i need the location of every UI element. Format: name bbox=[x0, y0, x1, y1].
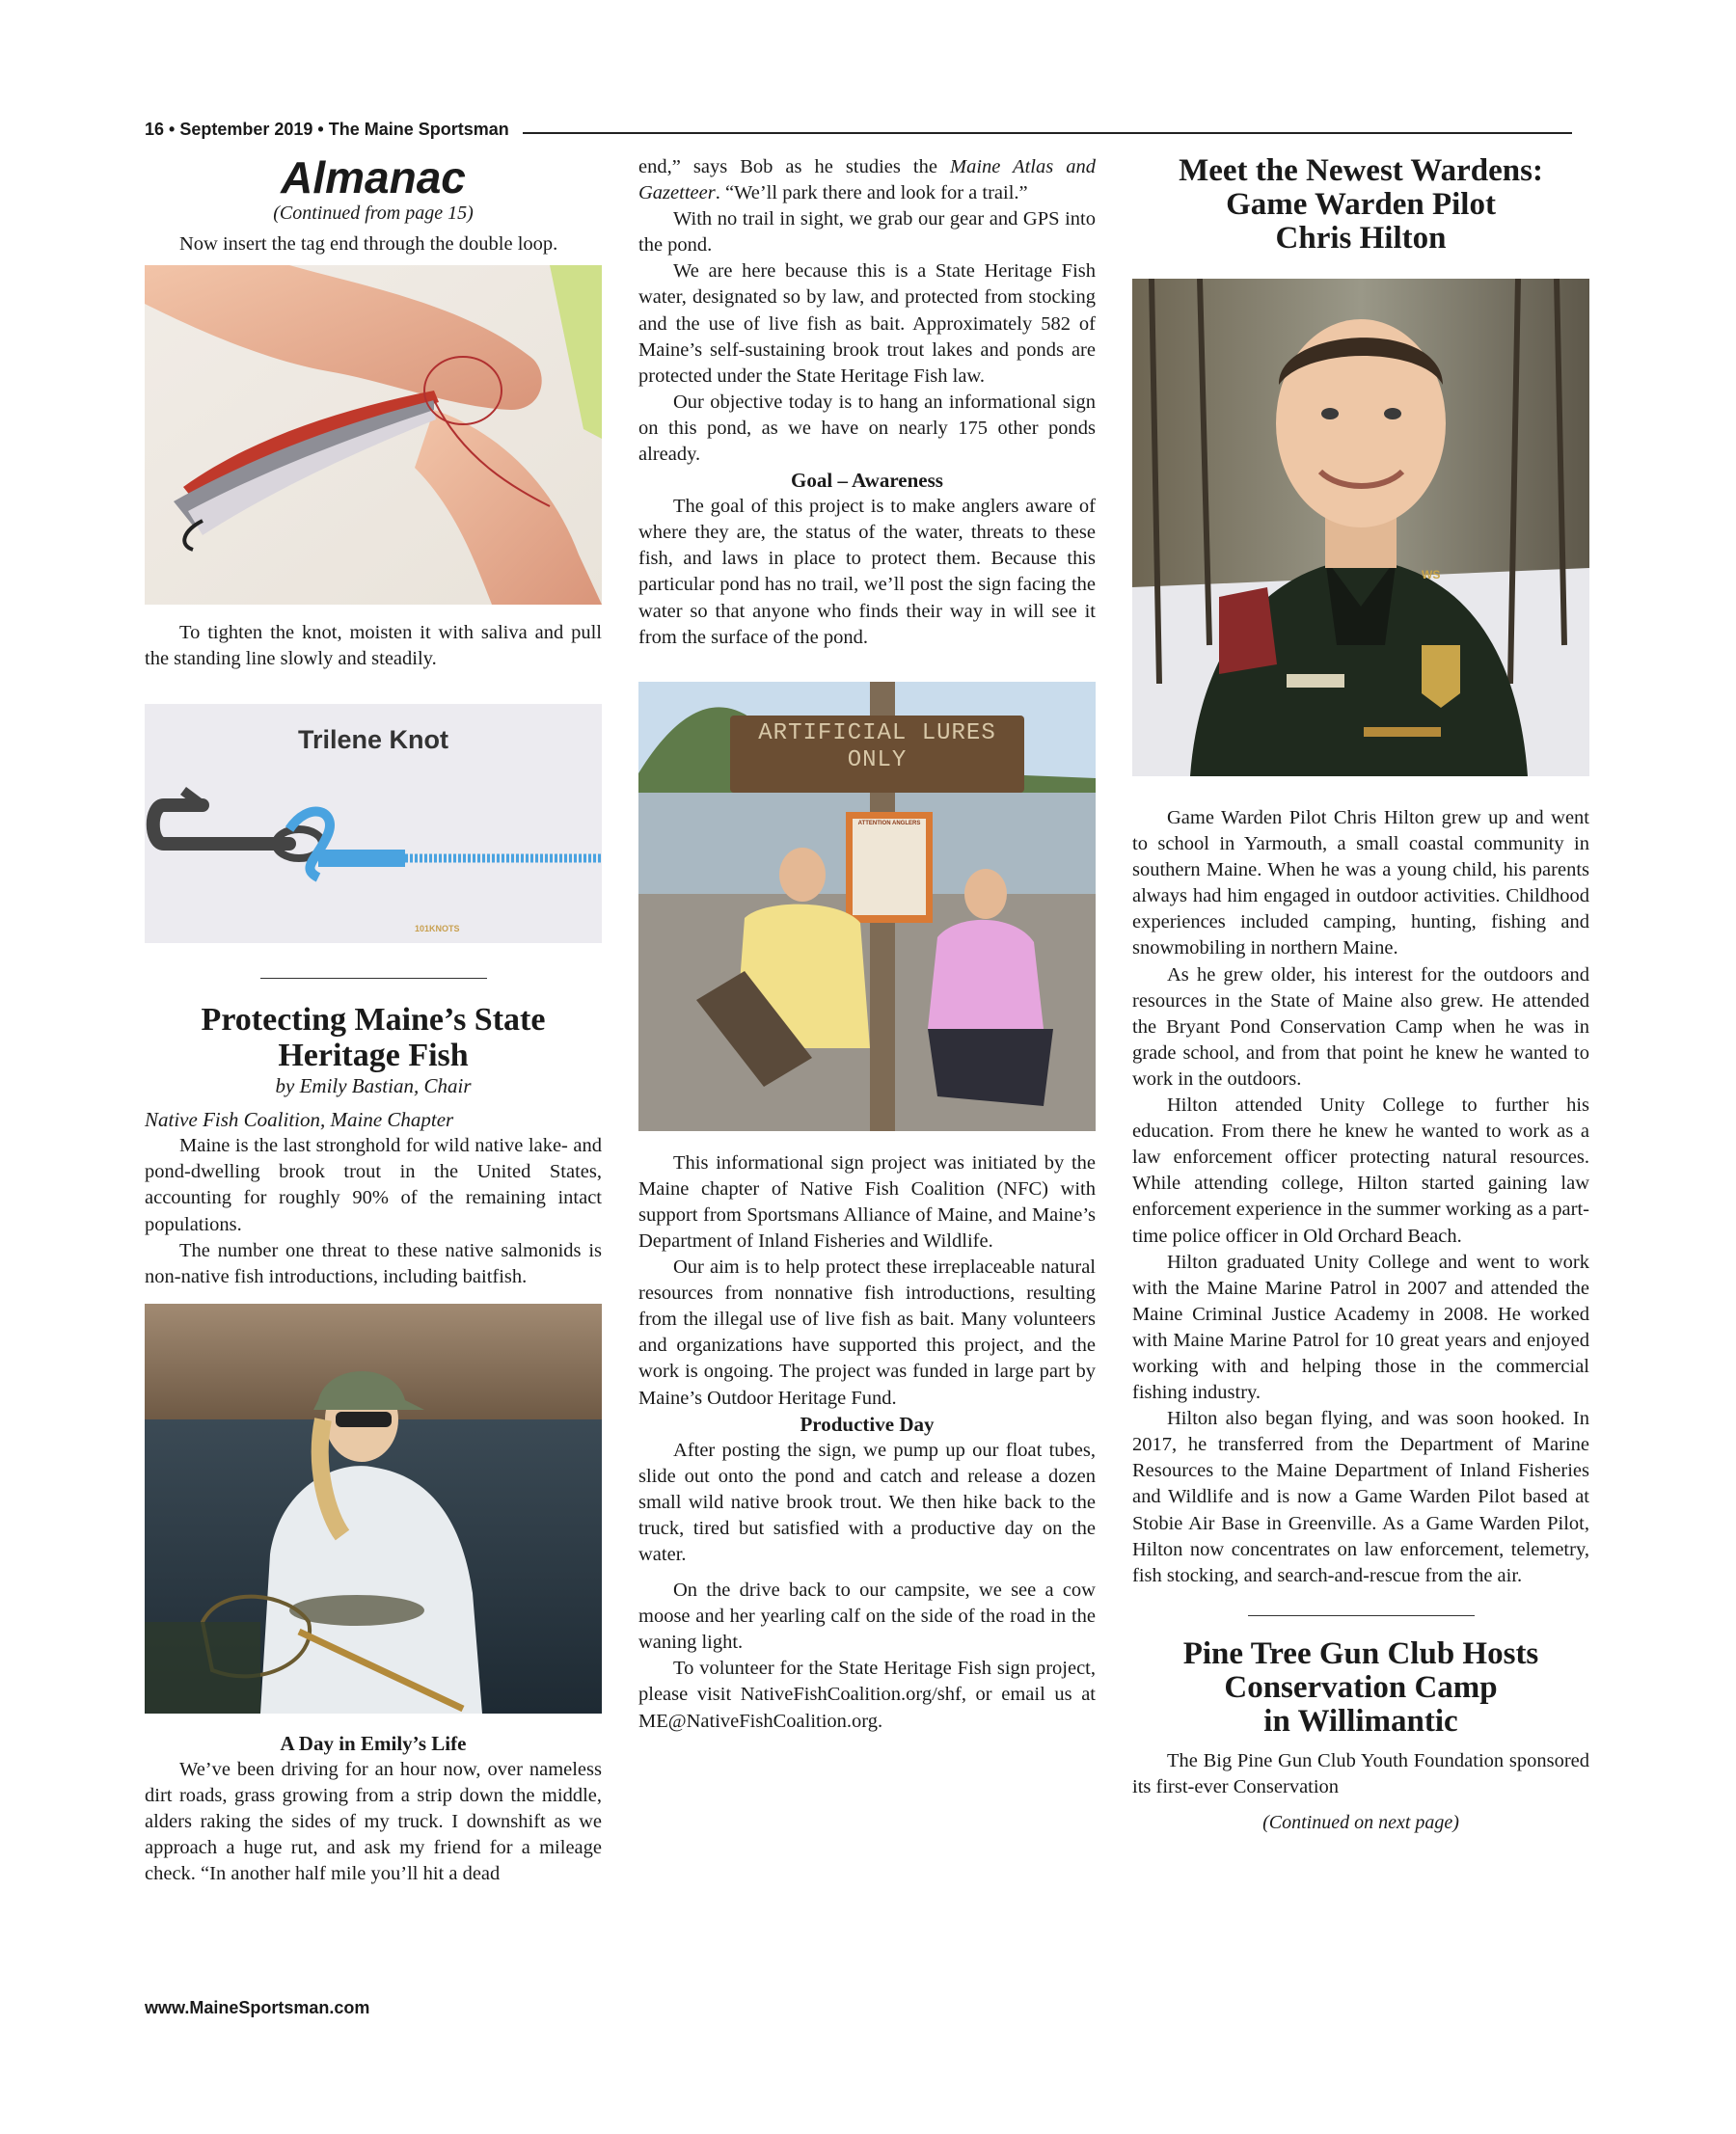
paragraph: After posting the sign, we pump up our float tubes, slide out onto the pond and catch and release a dozen small wild native brook trout. We then hike back to the truck, tired but satisfied with a productive day on the water. bbox=[638, 1439, 1096, 1565]
article-title-line: Game Warden Pilot bbox=[1226, 187, 1496, 222]
text-run: . “We’ll park there and look for a trail.” bbox=[715, 182, 1028, 204]
author-organization: Native Fish Coalition, Maine Chapter bbox=[145, 1108, 454, 1132]
paragraph: Hilton also began flying, and was soon hooked. In 2017, he transferred from the Department of Marine Resources to the Maine Department of Inland Fisheries and Wildlife and is now a Game Warden Pilot based at Stobie Air Base in Greenville. As a Game Warden Pilot, Hilton now concentrates on law enforcement, telemetry, fish stocking, and search-and-rescue from the air. bbox=[1132, 1408, 1589, 1586]
header-text: 16 • September 2019 • The Maine Sportsman bbox=[145, 120, 523, 140]
warden-portrait-illustration bbox=[1132, 279, 1589, 776]
section-title: Almanac bbox=[281, 152, 466, 203]
paragraph: The Big Pine Gun Club Youth Foundation sponsored its first-ever Conservation bbox=[1132, 1749, 1589, 1797]
diagram-title: Trilene Knot bbox=[297, 725, 448, 755]
collar-insignia: WS bbox=[1422, 568, 1441, 581]
paragraph: Hilton graduated Unity College and went to work with the Maine Marine Patrol in 2007 and attended the Maine Criminal Justice Academy in 2008. He worked with Maine Marine Patrol for 10 great years and enjoyed working with and helping those in the commercial fishing industry. bbox=[1132, 1251, 1589, 1404]
subheading: A Day in Emily’s Life bbox=[280, 1731, 467, 1755]
book-title: Maine Atlas and Gazetteer bbox=[638, 156, 1096, 204]
footer-url: www.MaineSportsman.com bbox=[145, 1998, 370, 2017]
poster-heading: ATTENTION ANGLERS bbox=[857, 820, 921, 826]
article-title bbox=[1132, 1637, 1589, 1739]
sign-line: ONLY bbox=[847, 746, 908, 773]
paragraph: On the drive back to our campsite, we see a cow moose and her yearling calf on the side of the road in the waning light. bbox=[638, 1580, 1096, 1654]
angler-illustration bbox=[145, 1304, 602, 1714]
angler-photo bbox=[145, 1304, 602, 1714]
sign-photo bbox=[638, 682, 1096, 1131]
paragraph: As he grew older, his interest for the outdoors and resources in the State of Maine also grew. He attended the Bryant Pond Conservation Camp when he was in grade school, and from that point he knew he wanted to work in the outdoors. bbox=[1132, 963, 1589, 1090]
knot-illustration bbox=[145, 762, 602, 906]
paragraph: Game Warden Pilot Chris Hilton grew up and went to school in Yarmouth, a small coastal community in southern Maine. When he was a young child, his parents always had him engaged in outdoor activities. Childhood experiences included camping, hunting, fishing and snowmobiling in northern Maine. bbox=[1132, 807, 1589, 959]
subheading: Goal – Awareness bbox=[791, 469, 943, 493]
fly-tying-photo bbox=[145, 265, 602, 605]
diagram-logo: 101KNOTS bbox=[415, 924, 460, 934]
article-title-line: Meet the Newest Wardens: bbox=[1179, 153, 1543, 188]
text-run: end,” says Bob as he studies the bbox=[638, 156, 951, 177]
article-title-line: in Willimantic bbox=[1263, 1703, 1458, 1739]
sign-line: ARTIFICIAL LURES bbox=[758, 719, 996, 746]
article-title bbox=[145, 1002, 602, 1073]
paragraph: The number one threat to these native salmonids is non-native fish introductions, including baitfish. bbox=[145, 1239, 602, 1287]
trilene-knot-diagram bbox=[145, 704, 602, 943]
paragraph: Maine is the last stronghold for wild native lake- and pond-dwelling brook trout in the United States, accounting for roughly 90% of the remaining intact populations. bbox=[145, 1135, 602, 1235]
paragraph: Our objective today is to hang an informational sign on this pond, as we have on nearly 175 other ponds already. bbox=[638, 391, 1096, 466]
paragraph: To tighten the knot, moisten it with saliva and pull the standing line slowly and steadily. bbox=[145, 622, 602, 670]
paragraph bbox=[638, 154, 1096, 206]
paragraph: We are here because this is a State Heritage Fish water, designated so by law, and protected from stocking and the use of live fish as bait. Approximately 582 of Maine’s self-sustaining brook trout lakes and ponds are protected under the State Heritage Fish law. bbox=[638, 260, 1096, 387]
article-title-line: Conservation Camp bbox=[1224, 1669, 1498, 1705]
article-title-line: Chris Hilton bbox=[1275, 221, 1447, 256]
column-3 bbox=[1132, 154, 1589, 1835]
subheading: Productive Day bbox=[800, 1412, 935, 1436]
article-title-line: Protecting Maine’s State bbox=[201, 1002, 546, 1039]
page-header bbox=[145, 120, 1572, 147]
warden-portrait-photo bbox=[1132, 279, 1589, 776]
article-title-line: Pine Tree Gun Club Hosts bbox=[1182, 1635, 1539, 1671]
paragraph: Now insert the tag end through the double loop. bbox=[179, 233, 558, 255]
byline: by Emily Bastian, Chair bbox=[275, 1074, 472, 1098]
paragraph: The goal of this project is to make anglers aware of where they are, the status of the water, threats to these fish, and laws in place to protect them. Because this particular pond has no trail, we’ll post the sign facing the water so that anyone who finds their way in will see it from the surface of the pond. bbox=[638, 496, 1096, 648]
column-1 bbox=[145, 154, 602, 1887]
fly-tying-illustration bbox=[145, 265, 602, 605]
paragraph: This informational sign project was initiated by the Maine chapter of Native Fish Coalition (NFC) with support from Sportsmans Alliance of Maine, and Maine’s Department of Inland Fisheries and Wildlife. bbox=[638, 1151, 1096, 1252]
continued-from: (Continued from page 15) bbox=[273, 203, 474, 224]
paragraph: Hilton attended Unity College to further his education. From there he knew he wanted to work as a law enforcement officer protecting natural resources. While attending college, Hilton started gaining law enforcement experience in the summer working as a part-time police officer in Old Orchard Beach. bbox=[1132, 1094, 1589, 1247]
paragraph: Our aim is to help protect these irreplaceable natural resources from nonnative fish introductions, resulting from the illegal use of live fish as bait. Many volunteers and organizations have supported this project, and the work is ongoing. The project was funded in large part by Maine’s Outdoor Heritage Fund. bbox=[638, 1256, 1096, 1409]
article-title-line: Heritage Fish bbox=[278, 1038, 469, 1074]
paragraph: We’ve been driving for an hour now, over nameless dirt roads, grass growing from a strip down the middle, alders raking the sides of my truck. I downshift as we approach a huge rut, and ask my friend for a mileage check. “In another half mile you’ll hit a dead bbox=[145, 1758, 602, 1885]
sign-text bbox=[730, 720, 1024, 774]
paragraph: To volunteer for the State Heritage Fish sign project, please visit NativeFishCoalition.org/shf, or email us at ME@NativeFishCoalition.org. bbox=[638, 1658, 1096, 1732]
paragraph: With no trail in sight, we grab our gear and GPS into the pond. bbox=[638, 208, 1096, 257]
continued-on-next: (Continued on next page) bbox=[1262, 1812, 1459, 1833]
column-2 bbox=[638, 154, 1096, 1735]
article-title bbox=[1132, 154, 1589, 256]
